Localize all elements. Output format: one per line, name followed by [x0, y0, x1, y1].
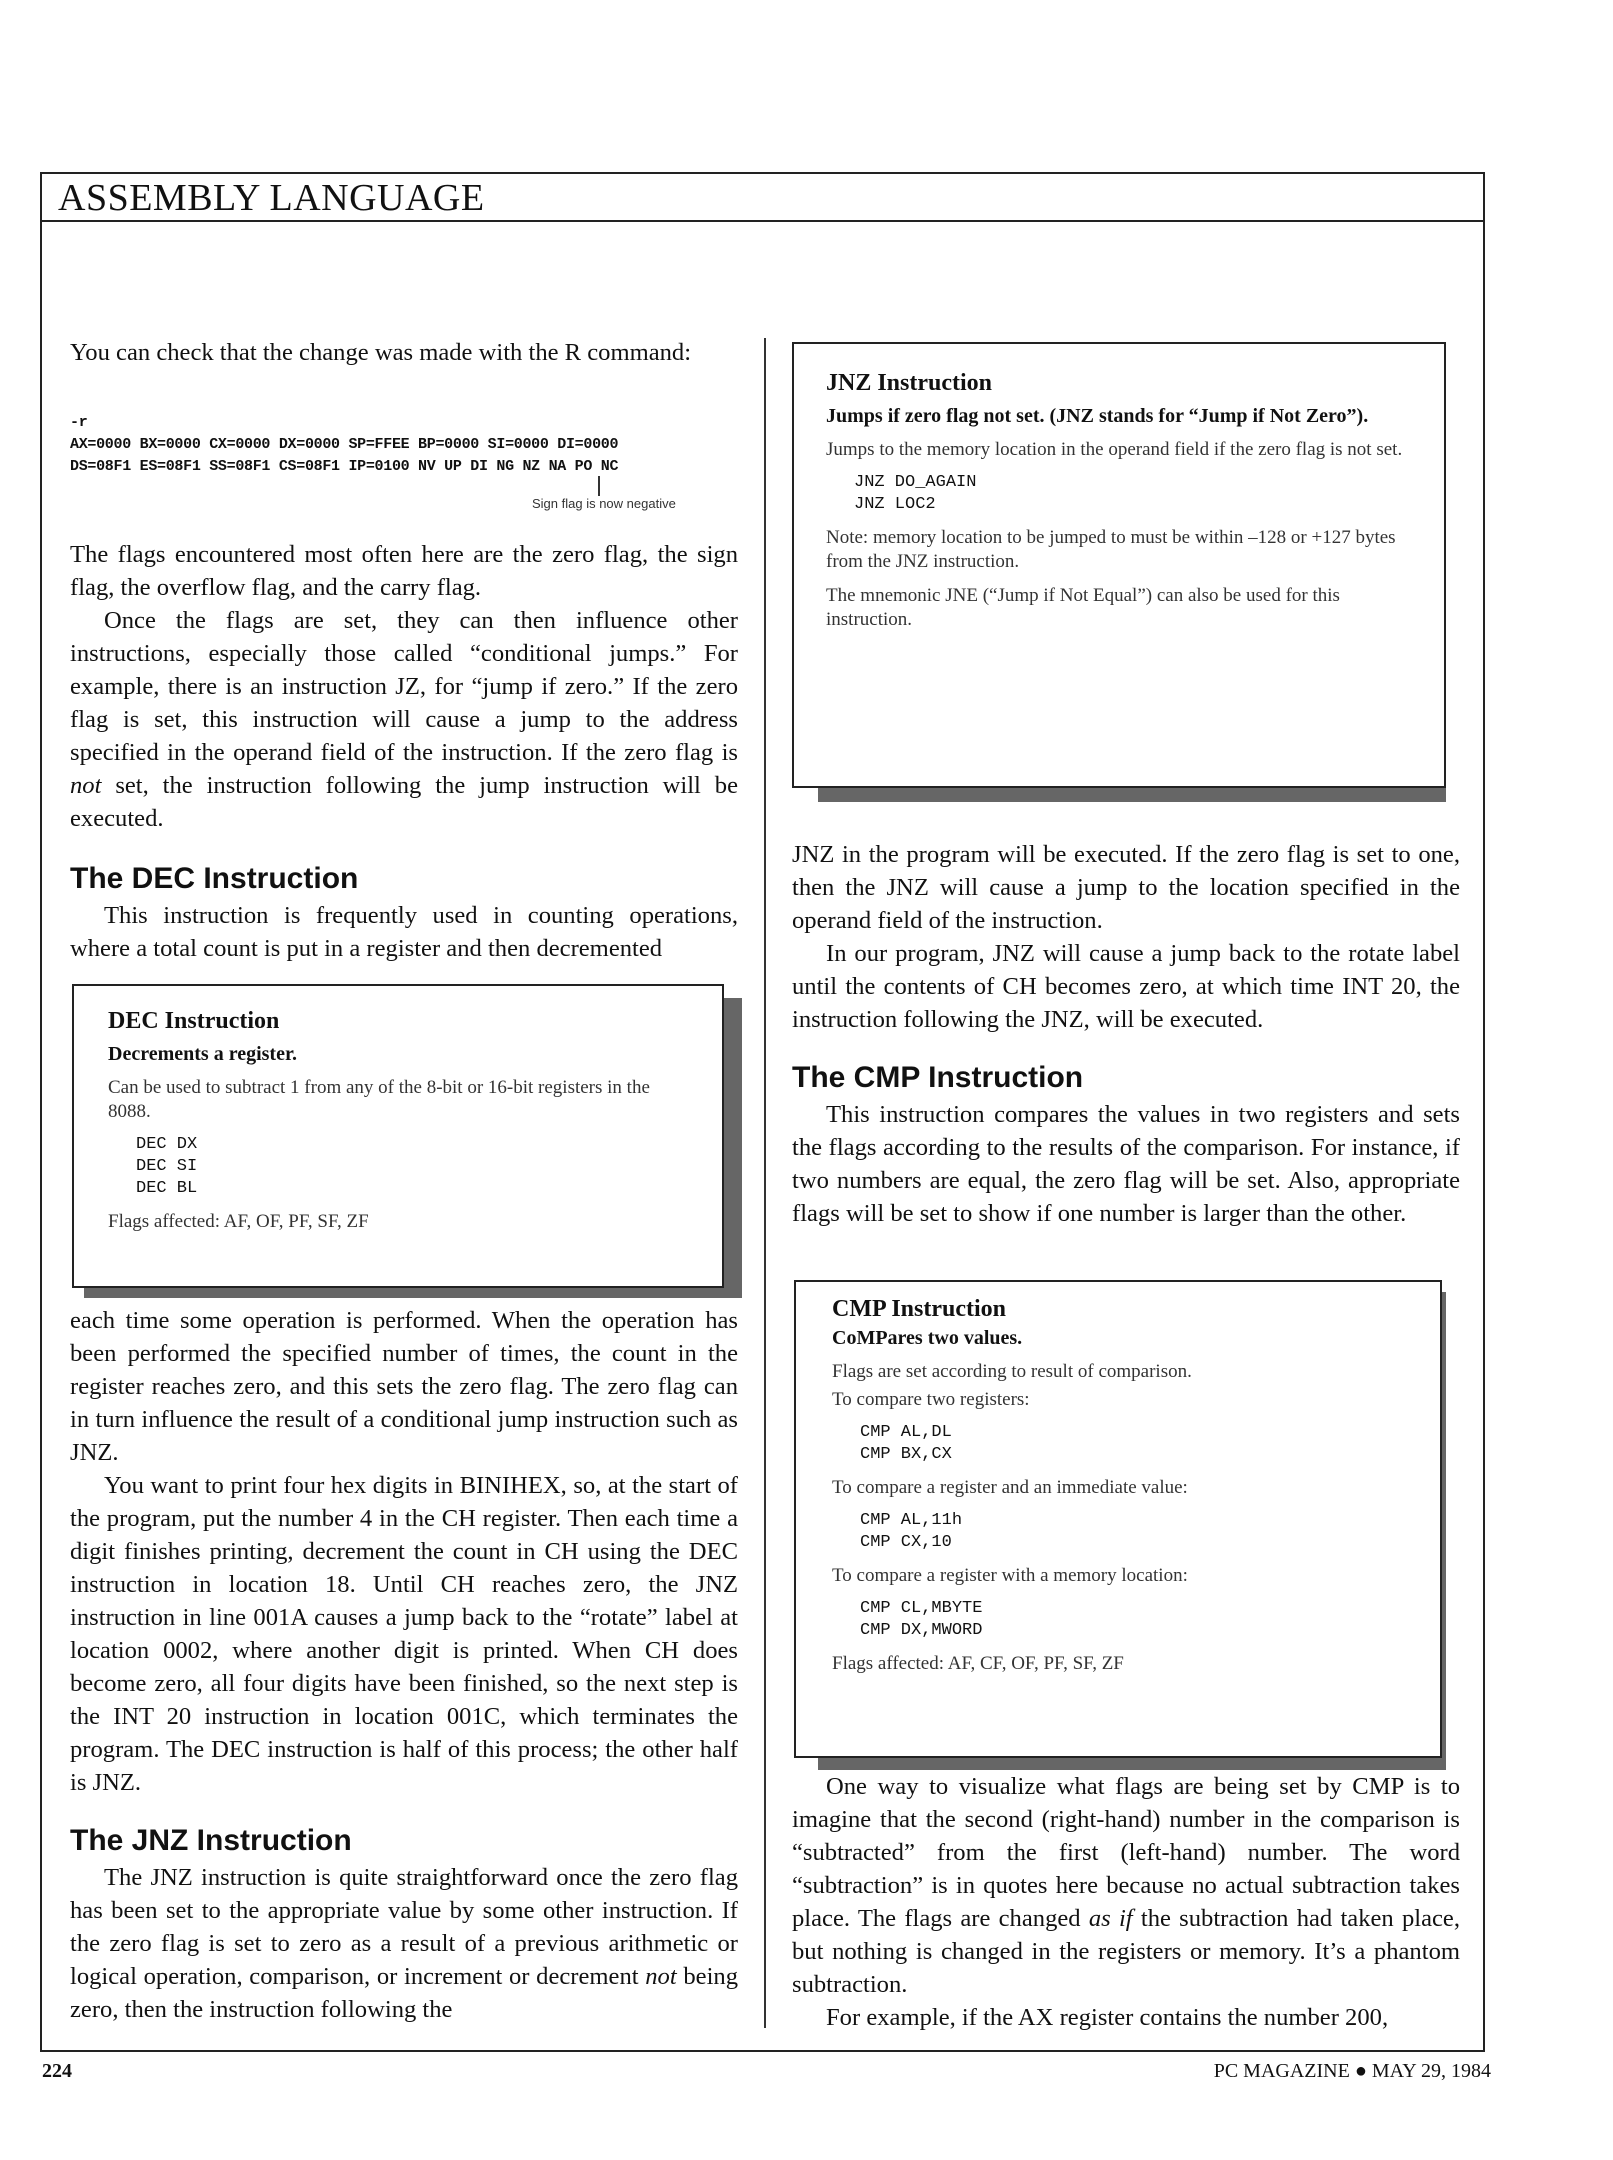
intro-paragraph: You can check that the change was made with the R command:: [70, 339, 692, 366]
code-line: DEC SI: [136, 1157, 198, 1176]
dec-box-title: DEC Instruction: [108, 1008, 280, 1034]
dec-paragraph-2: each time some operation is performed. When the operation has been performed the specified number of times, the count in the register reaches zero, and this sets the zero flag. The zero flag can in turn influence the result of a conditional jump instruction such as JNZ.: [70, 1307, 738, 1466]
cmp-box-text-3: To compare a register and an immediate value:: [832, 1477, 1188, 1498]
cmp-box-code-2: [860, 1510, 1404, 1554]
dec-box-text: Can be used to subtract 1 from any of the 8-bit or 16-bit registers in the 8088.: [108, 1077, 650, 1122]
register-line-1: AX=0000 BX=0000 CX=0000 DX=0000 SP=FFEE BP=0000 SI=0000 DI=0000: [70, 436, 619, 453]
magazine-footer: PC MAGAZINE ● MAY 29, 1984: [1213, 2060, 1491, 2082]
section-header: [40, 172, 1485, 222]
jnz-paragraph-2: JNZ in the program will be executed. If the zero flag is set to one, then the JNZ will cause a jump to the location specified in the operand field of the instruction.: [792, 841, 1460, 934]
jnz-paragraph-3: In our program, JNZ will cause a jump back to the rotate label until the contents of CH becomes zero, at which time INT 20, the instruction following the JNZ, will be executed.: [792, 940, 1460, 1033]
code-line: CMP BX,CX: [860, 1445, 952, 1464]
register-line-2: DS=08F1 ES=08F1 SS=08F1 CS=08F1 IP=0100 NV UP DI NG NZ NA PO NC: [70, 458, 619, 475]
section-title: ASSEMBLY LANGUAGE: [58, 177, 485, 219]
cmp-paragraph-3: For example, if the AX register contains the number 200,: [826, 2004, 1389, 2031]
cmp-box-title: CMP Instruction: [832, 1296, 1006, 1322]
code-line: CMP AL,11h: [860, 1511, 963, 1530]
jnz-box-text-2: The mnemonic JNE (“Jump if Not Equal”) can also be used for this instruction.: [826, 585, 1340, 630]
cmp-box-text-2: To compare two registers:: [832, 1389, 1030, 1410]
cmp-instruction-box: [794, 1280, 1442, 1758]
code-line: JNZ DO_AGAIN: [854, 473, 977, 492]
jnz-paragraph-1: The JNZ instruction is quite straightforward once the zero flag has been set to the appropriate value by some other instruction. If the zero flag is set to zero as a result of a previous arithmetic or logical operation, comparison, or increment or decrement not being zero, then the instruction following the: [70, 1864, 738, 2023]
cmp-heading: The CMP Instruction: [792, 1061, 1084, 1094]
column-divider: [764, 338, 766, 2028]
jnz-box-note: Note: memory location to be jumped to must be within –128 or +127 bytes from the JNZ instruction.: [826, 527, 1396, 572]
left-flags-text: [70, 538, 738, 965]
conditional-jumps-paragraph: Once the flags are set, they can then influence other instructions, especially those called “conditional jumps.” For example, there is an instruction JZ, for “jump if zero.” If the zero flag is set, this instruction will cause a jump to the address specified in the operand field of the instruction. If the zero flag is not set, the instruction following the jump instruction will be executed.: [70, 607, 738, 832]
dec-heading: The DEC Instruction: [70, 862, 359, 895]
right-cmp-continued: [792, 1770, 1460, 2034]
jnz-box-code: [854, 472, 1412, 516]
cmp-paragraph-2: One way to visualize what flags are being set by CMP is to imagine that the second (right-hand) number in the comparison is “subtracted” from the first (left-hand) number. The word “subtraction” is in quotes here because no actual subtraction takes place. The flags are changed as if the subtraction had taken place, but nothing is changed in the registers or memory. It’s a phantom subtraction.: [792, 1773, 1460, 1998]
debug-prompt: -r: [70, 414, 88, 431]
dec-instruction-box: [72, 984, 724, 1288]
dec-paragraph-1: This instruction is frequently used in counting operations, where a total count is put in a register and then decremented: [70, 902, 738, 962]
dec-paragraph-3: You want to print four hex digits in BINIHEX, so, at the start of the program, put the number 4 in the CH register. Then each time a digit finishes printing, decrement the count in CH using the DEC instruction in location 18. Until CH reaches zero, the JNZ instruction in line 001A causes a jump back to the “rotate” label at location 0002, where another digit is printed. When CH does become zero, all four digits have been finished, so the next step is the INT 20 instruction in location 001C, which terminates the program. The DEC instruction is half of this process; the other half is JNZ.: [70, 1472, 738, 1796]
code-line: CMP AL,DL: [860, 1423, 952, 1442]
sign-flag-annotation: Sign flag is now negative: [532, 496, 676, 511]
code-line: DEC BL: [136, 1179, 198, 1198]
cmp-box-text-4: To compare a register with a memory location:: [832, 1565, 1188, 1586]
dec-box-code: [136, 1134, 688, 1200]
code-line: DEC DX: [136, 1135, 198, 1154]
jnz-box-text: Jumps to the memory location in the operand field if the zero flag is not set.: [826, 439, 1403, 460]
cmp-box-text-1: Flags are set according to result of comparison.: [832, 1361, 1192, 1382]
cmp-box-code-1: [860, 1422, 1404, 1466]
dec-box-flags: Flags affected: AF, OF, PF, SF, ZF: [108, 1211, 369, 1232]
annotation-arrow: [598, 476, 600, 496]
left-dec-continued: [70, 1304, 738, 2026]
cmp-box-subtitle: CoMPares two values.: [832, 1327, 1023, 1349]
jnz-box-subtitle: Jumps if zero flag not set. (JNZ stands for “Jump if Not Zero”).: [826, 405, 1369, 427]
jnz-box-title: JNZ Instruction: [826, 370, 993, 396]
flags-paragraph: The flags encountered most often here are the zero flag, the sign flag, the overflow flag, and the carry flag.: [70, 541, 738, 601]
code-line: CMP CL,MBYTE: [860, 1599, 983, 1618]
jnz-heading: The JNZ Instruction: [70, 1824, 352, 1857]
code-line: CMP CX,10: [860, 1533, 952, 1552]
dec-box-subtitle: Decrements a register.: [108, 1043, 298, 1065]
code-line: CMP DX,MWORD: [860, 1621, 983, 1640]
right-jnz-continued: [792, 838, 1460, 1230]
left-intro: [70, 336, 738, 369]
cmp-box-flags: Flags affected: AF, CF, OF, PF, SF, ZF: [832, 1653, 1124, 1674]
jnz-instruction-box: [792, 342, 1446, 788]
cmp-box-code-3: [860, 1598, 1404, 1642]
code-line: JNZ LOC2: [854, 495, 936, 514]
page-number: 224: [42, 2060, 72, 2082]
cmp-paragraph-1: This instruction compares the values in two registers and sets the flags according to the results of the comparison. For instance, if two numbers are equal, the zero flag will be set. Also, appropriate flags will be set to show if one number is larger than the other.: [792, 1101, 1460, 1227]
